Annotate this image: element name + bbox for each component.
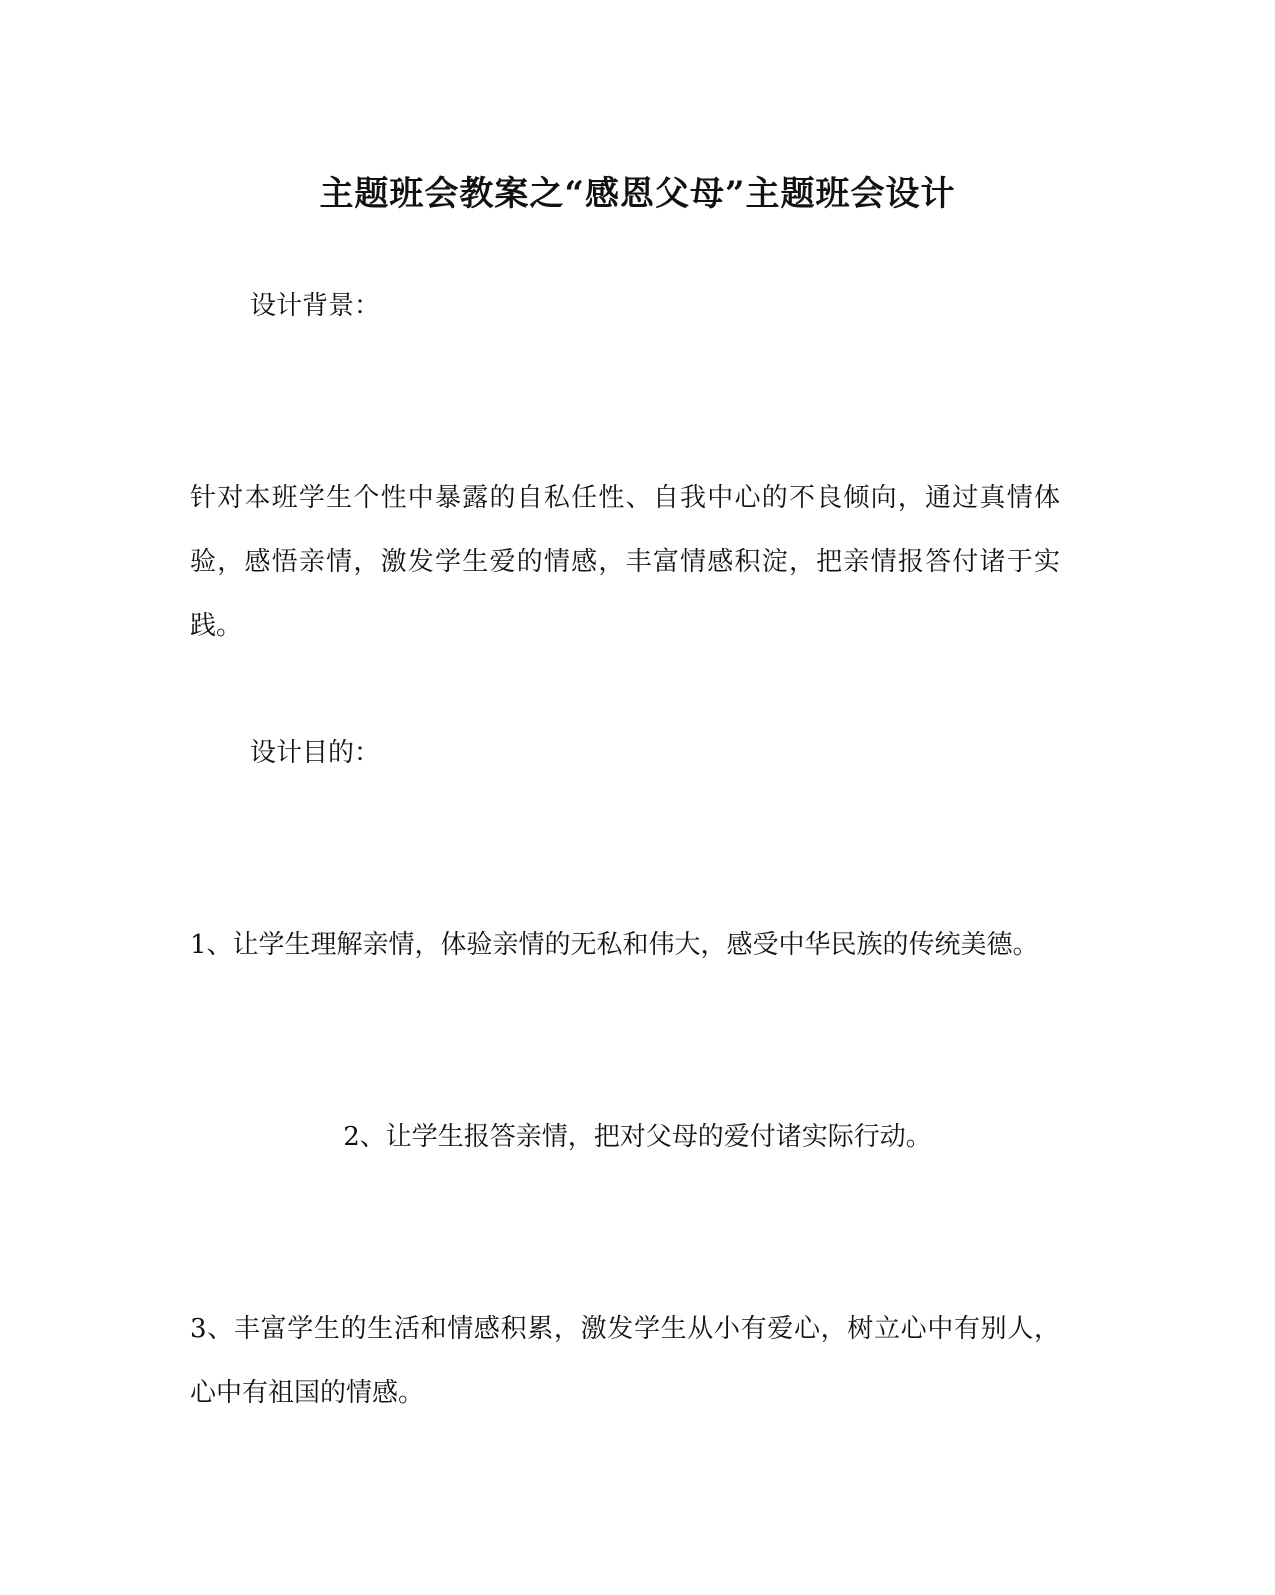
purpose-heading: 设计目的： — [250, 738, 381, 768]
goal-item-2: 2、让学生报答亲情，把对父母的爱付诸实际行动。 — [343, 1122, 932, 1152]
goal-item-3: 3、丰富学生的生活和情感积累，激发学生从小有爱心，树立心中有别人，心中有祖国的情感。 — [190, 1314, 1060, 1408]
goal-item-1: 1、让学生理解亲情，体验亲情的无私和伟大，感受中华民族的传统美德。 — [190, 930, 1039, 960]
background-heading: 设计背景： — [250, 291, 381, 321]
document-title: 主题班会教案之“感恩父母”主题班会设计 — [319, 174, 956, 214]
background-paragraph: 针对本班学生个性中暴露的自私任性、自我中心的不良倾向，通过真情体验，感悟亲情，激发学生爱的情感，丰富情感积淀，把亲情报答付诸于实践。 — [190, 483, 1060, 641]
